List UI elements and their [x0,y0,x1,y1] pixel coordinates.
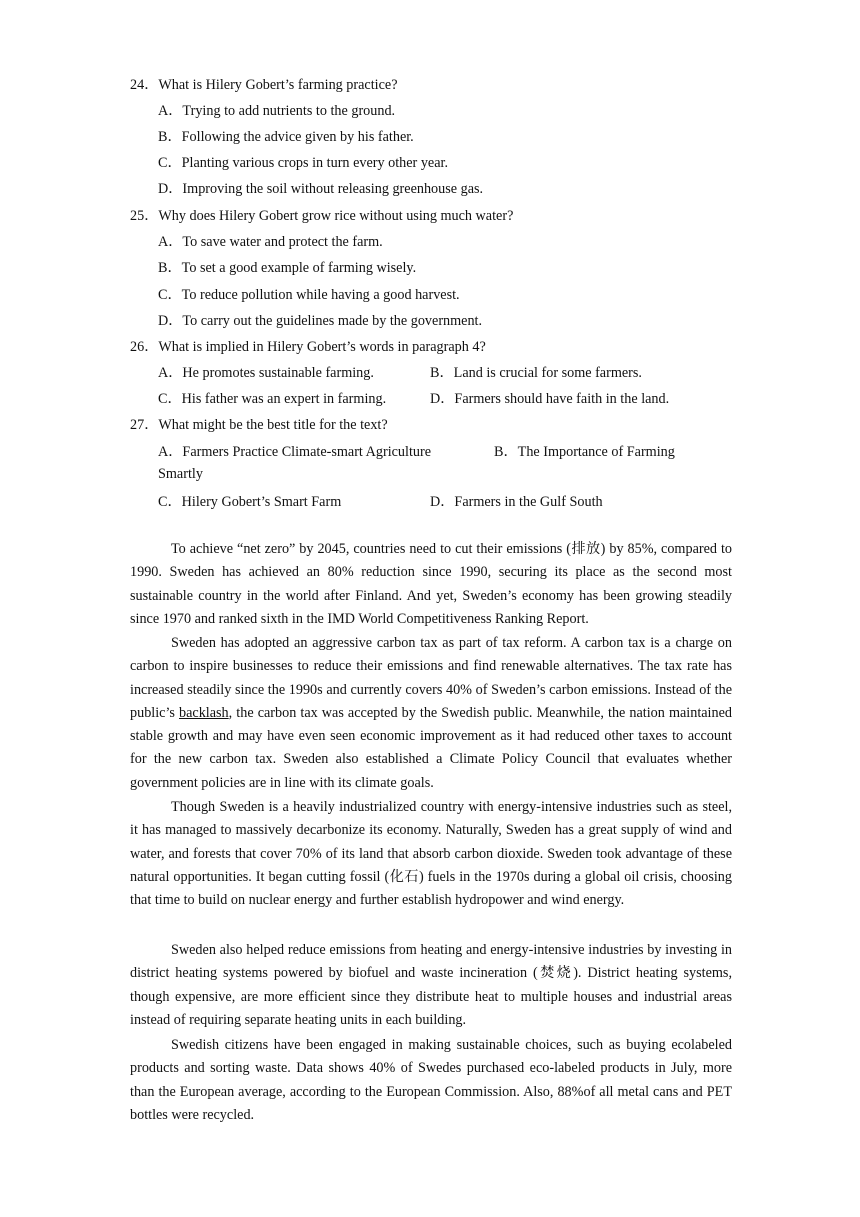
question-25-option-b: B．To set a good example of farming wisely. [158,260,417,276]
question-27-option-b: B．The Importance of Farming [494,444,675,460]
question-27-stem: 27．What might be the best title for the text? [130,417,388,433]
question-27-option-b-continued: Smartly [158,466,203,482]
passage-paragraph-3: Though Sweden is a heavily industrialized country with energy-intensive industries such as steel, it has managed to massively decarbonize its economy. Naturally, Sweden has a great supply of wind and water, and forests that cover 70% of its land that absorb carbon dioxide. Sweden took advantage of these natural opportunities. It began cutting fossil (化石) fuels in the 1970s during a global oil crisis, choosing that time to build on nuclear energy and further establish hydropower and wind energy. [130,799,732,909]
question-24-option-d: D．Improving the soil without releasing greenhouse gas. [158,181,484,197]
question-25-option-d: D．To carry out the guidelines made by the government. [158,313,483,329]
question-26-option-b: B．Land is crucial for some farmers. [430,365,642,381]
passage-paragraph-1: To achieve “net zero” by 2045, countries need to cut their emissions (排放) by 85%, compared to 1990. Sweden has achieved an 80% reduction since 1990, securing its place as the second most sustainable country in the world after Finland. And yet, Sweden’s economy has been growing steadily since 1970 and ranked sixth in the IMD World Competitiveness Ranking Report. [130,541,732,627]
underlined-word-backlash: backlash [179,704,229,721]
passage-paragraph-2-part-1: Sweden has adopted an aggressive carbon tax as part of tax reform. A carbon tax is a charge on carbon to inspire businesses to reduce their emissions and find renewable alternatives. The tax rate has increased steadily since the 1990s and currently covers 40% of Sweden’s carbon emissions. Instead of the public’s [130,635,732,721]
question-27-option-a: A．Farmers Practice Climate-smart Agriculture [158,444,432,460]
question-24-stem: 24．What is Hilery Gobert’s farming practice? [130,77,398,93]
question-27-option-d: D．Farmers in the Gulf South [430,494,603,510]
passage-paragraph-4: Sweden also helped reduce emissions from heating and energy-intensive industries by investing in district heating systems powered by biofuel and waste incineration (焚烧). District heating systems, though expensive, are more efficient since they distribute heat to multiple houses and industrial areas instead of requiring separate heating units in each building. [130,942,732,1028]
question-26-option-a: A．He promotes sustainable farming. [158,365,374,381]
question-24-option-a: A．Trying to add nutrients to the ground. [158,103,396,119]
question-25-stem: 25．Why does Hilery Gobert grow rice without using much water? [130,208,514,224]
question-27-option-c: C．Hilery Gobert’s Smart Farm [158,494,342,510]
question-26-option-c: C．His father was an expert in farming. [158,391,387,407]
question-26-stem: 26．What is implied in Hilery Gobert’s words in paragraph 4? [130,339,486,355]
question-26-option-d: D．Farmers should have faith in the land. [430,391,670,407]
question-24-option-b: B．Following the advice given by his father. [158,129,414,145]
passage-paragraph-2-part-2: , the carbon tax was accepted by the Swedish public. Meanwhile, the nation maintained stable growth and may have even seen economic improvement as it had reduced other taxes to account for the new carbon tax. Sweden also established a Climate Policy Council that evaluates whether government policies are in line with its climate goals. [130,704,732,791]
question-25-option-c: C．To reduce pollution while having a good harvest. [158,287,460,303]
question-25-option-a: A．To save water and protect the farm. [158,234,383,250]
passage-paragraph-5: Swedish citizens have been engaged in making sustainable choices, such as buying ecolabeled products and sorting waste. Data shows 40% of Swedes purchased eco-labeled products in July, more than the European average, according to the European Commission. Also, 88%of all metal cans and PET bottles were recycled. [130,1037,732,1123]
passage-paragraph-2 [130,632,732,795]
question-24-option-c: C．Planting various crops in turn every other year. [158,155,448,171]
